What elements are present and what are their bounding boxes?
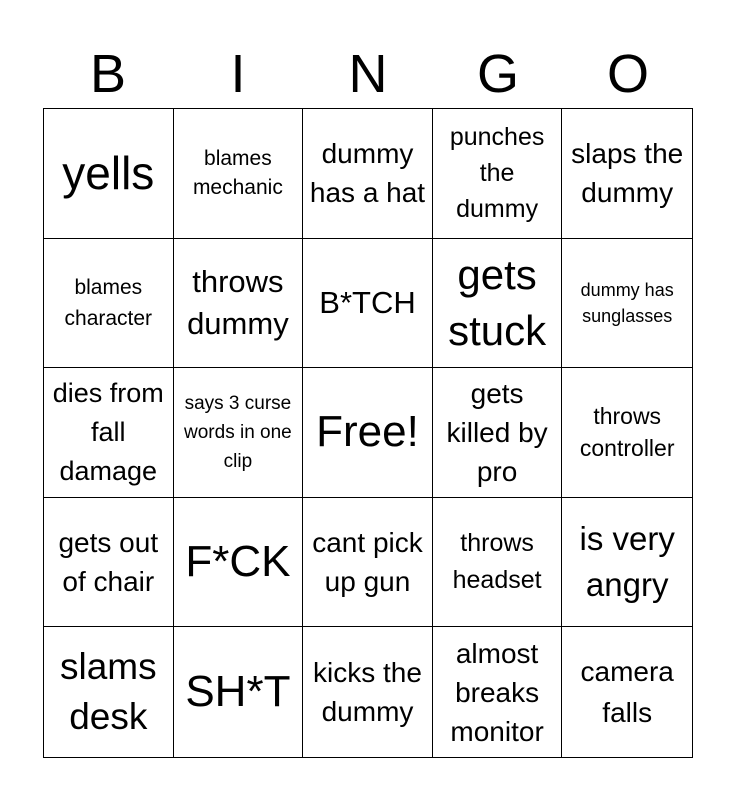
- header-letter-i: I: [230, 44, 246, 104]
- bingo-cell[interactable]: [44, 627, 174, 757]
- bingo-cell[interactable]: [562, 498, 692, 628]
- cell-text: is very angry: [579, 520, 675, 604]
- bingo-cell[interactable]: [562, 368, 692, 498]
- bingo-cell[interactable]: [174, 239, 304, 369]
- cell-text: throws dummy: [187, 263, 289, 341]
- cell-text: kicks the dummy: [313, 657, 422, 728]
- cell-text: Free!: [316, 407, 419, 457]
- header-letter-b: B: [89, 44, 127, 104]
- bingo-header: [43, 40, 693, 108]
- cell-text: gets out of chair: [58, 527, 159, 598]
- cell-text: dummy has sunglasses: [580, 279, 674, 326]
- cell-text: F*CK: [185, 537, 291, 587]
- cell-text: camera falls: [580, 656, 674, 729]
- bingo-cell[interactable]: [44, 109, 174, 239]
- bingo-cell[interactable]: [174, 109, 304, 239]
- cell-text: gets stuck: [448, 250, 547, 354]
- cell-text: dummy has a hat: [309, 138, 426, 209]
- cell-text: cant pick up gun: [312, 527, 423, 598]
- cell-text: yells: [62, 147, 155, 200]
- bingo-cell[interactable]: [303, 368, 433, 498]
- bingo-cell[interactable]: [562, 627, 692, 757]
- bingo-cell[interactable]: [562, 239, 692, 369]
- cell-text: almost breaks monitor: [450, 637, 544, 747]
- cell-text: throws headset: [452, 529, 542, 595]
- bingo-cell[interactable]: [44, 239, 174, 369]
- bingo-cell[interactable]: [433, 239, 563, 369]
- bingo-cell[interactable]: [44, 368, 174, 498]
- cell-text: blames character: [64, 275, 153, 330]
- bingo-cell[interactable]: [433, 627, 563, 757]
- cell-text: punches the dummy: [449, 123, 545, 224]
- cell-text: says 3 curse words in one clip: [184, 392, 292, 472]
- header-letter-g: G: [476, 44, 519, 104]
- cell-text: SH*T: [185, 667, 291, 717]
- bingo-cell[interactable]: [303, 498, 433, 628]
- bingo-cell[interactable]: [303, 239, 433, 369]
- cell-text: blames mechanic: [192, 147, 283, 200]
- bingo-cell[interactable]: [174, 498, 304, 628]
- cell-text: slams desk: [59, 646, 157, 738]
- bingo-cell[interactable]: [174, 368, 304, 498]
- cell-text: B*TCH: [319, 285, 416, 321]
- bingo-cell[interactable]: [433, 368, 563, 498]
- bingo-cell[interactable]: [44, 498, 174, 628]
- bingo-cell[interactable]: [174, 627, 304, 757]
- bingo-cell[interactable]: [303, 627, 433, 757]
- header-letter-o: O: [606, 44, 649, 104]
- cell-text: slaps the dummy: [571, 138, 684, 209]
- cell-text: gets killed by pro: [446, 377, 548, 487]
- bingo-board: [43, 108, 693, 758]
- cell-text: throws controller: [579, 403, 675, 462]
- cell-text: dies from fall damage: [52, 377, 164, 486]
- bingo-cell[interactable]: [303, 109, 433, 239]
- bingo-cell[interactable]: [562, 109, 692, 239]
- bingo-cell[interactable]: [433, 498, 563, 628]
- header-letter-n: N: [348, 44, 388, 104]
- bingo-cell[interactable]: [433, 109, 563, 239]
